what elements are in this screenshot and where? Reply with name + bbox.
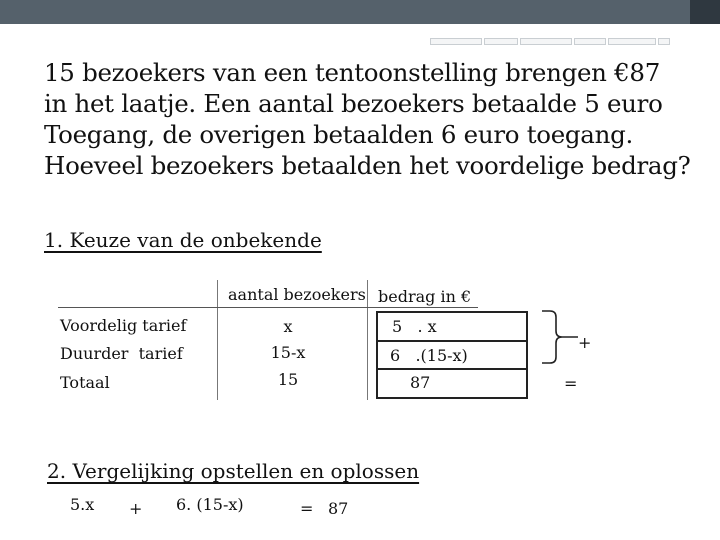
amount-box-left [376, 311, 378, 399]
row-amount-total: 87 [410, 373, 431, 392]
title-bar [0, 0, 720, 24]
row-label-expensive: Duurder tarief [60, 344, 183, 363]
row-count-cheap: x [283, 317, 293, 336]
equation-equals: = [300, 499, 314, 518]
amount-box-bottom [376, 397, 528, 399]
amount-box-right [526, 311, 528, 399]
amount-box-mid-2 [376, 368, 528, 370]
header-count: aantal bezoekers [228, 285, 366, 304]
step-2-heading: 2. Vergelijking opstellen en oplossen [47, 459, 420, 483]
decor-bar-3 [520, 38, 572, 45]
equation-plus: + [129, 499, 143, 518]
problem-statement [44, 57, 704, 181]
problem-line-1: 15 bezoekers van een tentoonstelling brengen €87 [44, 58, 661, 87]
problem-line-3: Toegang, de overigen betaalden 6 euro toegang. [44, 120, 633, 149]
table-divider-left [217, 280, 218, 400]
row-label-cheap: Voordelig tarief [60, 316, 187, 335]
row-count-expensive: 15-x [270, 343, 306, 362]
header-amount: bedrag in € [378, 287, 472, 306]
problem-line-4: Hoeveel bezoekers betaalden het voordelige bedrag? [44, 151, 691, 180]
row-count-total: 15 [277, 370, 299, 389]
equation-result: 87 [328, 499, 349, 518]
amount-box-top [376, 311, 528, 313]
table-divider-mid [367, 280, 368, 400]
decor-bar-5 [608, 38, 656, 45]
equation-term-1: 5.x [70, 495, 95, 514]
title-bar-dark-end [690, 0, 720, 24]
row-amount-cheap: 5 . x [392, 317, 437, 336]
problem-line-2: in het laatje. Een aantal bezoekers betaalde 5 euro [44, 89, 663, 118]
row-label-total: Totaal [60, 373, 110, 392]
decor-bar-6 [658, 38, 670, 45]
plus-sign: + [578, 333, 592, 352]
equals-sign: = [564, 374, 578, 393]
sum-bracket-icon [540, 309, 580, 365]
step-1-heading: 1. Keuze van de onbekende [44, 228, 322, 252]
row-amount-expensive: 6 .(15-x) [390, 346, 468, 365]
decor-bar-2 [484, 38, 518, 45]
decor-bar-4 [574, 38, 606, 45]
table-header-rule [58, 307, 478, 308]
equation-term-2: 6. (15-x) [176, 495, 244, 514]
amount-box-mid-1 [376, 340, 528, 342]
decor-bar-1 [430, 38, 482, 45]
